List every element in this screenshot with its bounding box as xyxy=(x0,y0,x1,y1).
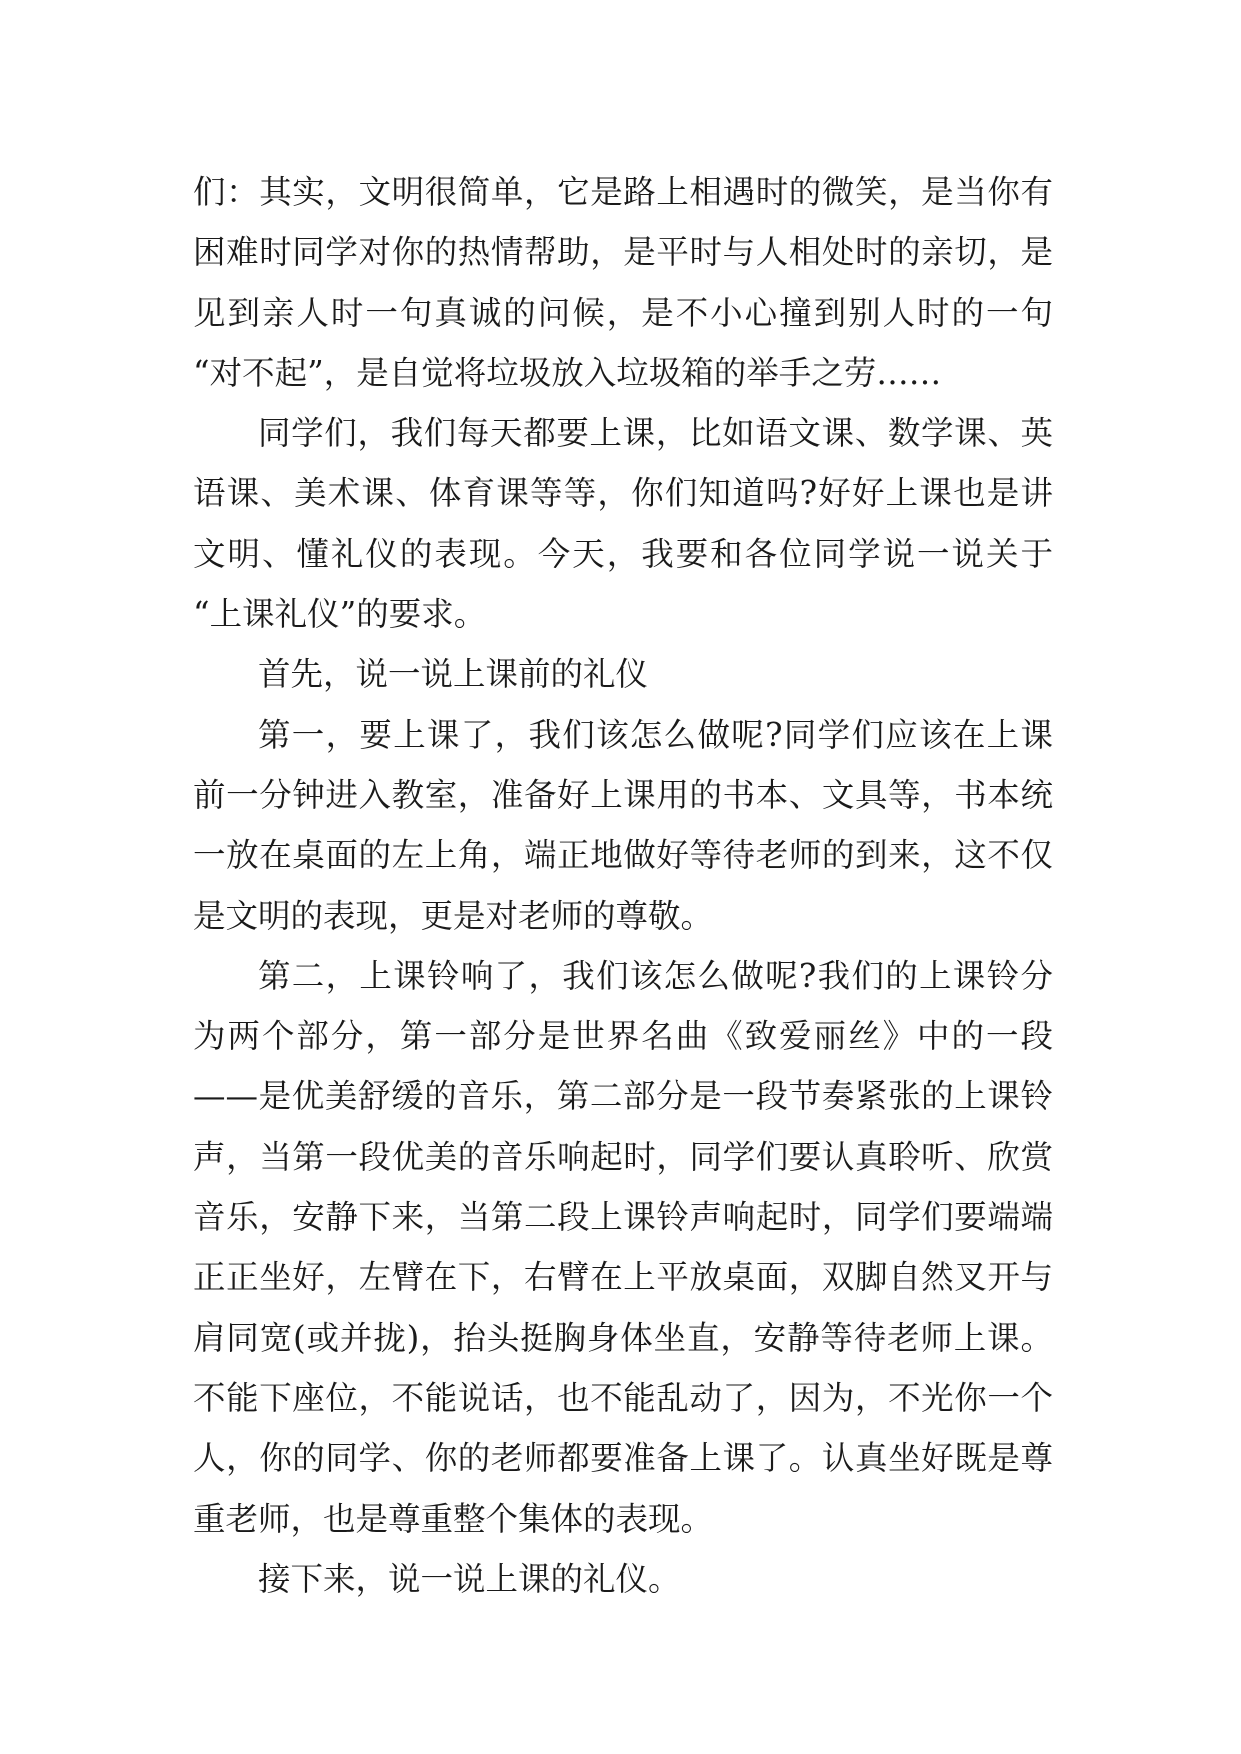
paragraph-start-line: 同学们，我们每天都要上课，比如语文课、数学课、英 xyxy=(258,414,1053,453)
text-line: 是文明的表现，更是对老师的尊敬。 xyxy=(193,896,714,935)
paragraph-start-line: 第二，上课铃响了，我们该怎么做呢?我们的上课铃分 xyxy=(258,956,1053,995)
section-heading-line: 接下来，说一说上课的礼仪。 xyxy=(258,1559,681,1598)
text-line: 人，你的同学、你的老师都要准备上课了。认真坐好既是尊 xyxy=(193,1439,1053,1478)
text-line: 重老师，也是尊重整个集体的表现。 xyxy=(193,1499,714,1538)
text-line: 肩同宽(或并拢)，抬头挺胸身体坐直，安静等待老师上课。 xyxy=(193,1318,1053,1357)
text-line: 不能下座位，不能说话，也不能乱动了，因为，不光你一个 xyxy=(193,1378,1053,1417)
text-line: ——是优美舒缓的音乐，第二部分是一段节奏紧张的上课铃 xyxy=(193,1077,1053,1116)
text-line: 声，当第一段优美的音乐响起时，同学们要认真聆听、欣赏 xyxy=(193,1137,1053,1176)
section-heading-line: 首先，说一说上课前的礼仪 xyxy=(258,655,649,694)
text-line: 见到亲人时一句真诚的问候，是不小心撞到别人时的一句 xyxy=(193,293,1053,332)
text-line: “对不起”，是自觉将垃圾放入垃圾箱的举手之劳…… xyxy=(193,353,942,392)
text-line: 前一分钟进入教室，准备好上课用的书本、文具等，书本统 xyxy=(193,775,1053,814)
text-line: 语课、美术课、体育课等等，你们知道吗?好好上课也是讲 xyxy=(193,474,1053,513)
body-text xyxy=(193,162,1053,1609)
text-line: 困难时同学对你的热情帮助，是平时与人相处时的亲切，是 xyxy=(193,233,1053,272)
text-line: 文明、懂礼仪的表现。今天，我要和各位同学说一说关于 xyxy=(193,534,1053,573)
text-line: 音乐，安静下来，当第二段上课铃声响起时，同学们要端端 xyxy=(193,1198,1053,1237)
text-line: 一放在桌面的左上角，端正地做好等待老师的到来，这不仅 xyxy=(193,836,1053,875)
text-line: 为两个部分，第一部分是世界名曲《致爱丽丝》中的一段 xyxy=(193,1017,1053,1056)
paragraph-start-line: 第一，要上课了，我们该怎么做呢?同学们应该在上课 xyxy=(258,715,1053,754)
text-line: 们：其实，文明很简单，它是路上相遇时的微笑，是当你有 xyxy=(193,173,1053,211)
text-line: “上课礼仪”的要求。 xyxy=(193,595,487,634)
text-line: 正正坐好，左臂在下，右臂在上平放桌面，双脚自然叉开与 xyxy=(193,1258,1053,1297)
